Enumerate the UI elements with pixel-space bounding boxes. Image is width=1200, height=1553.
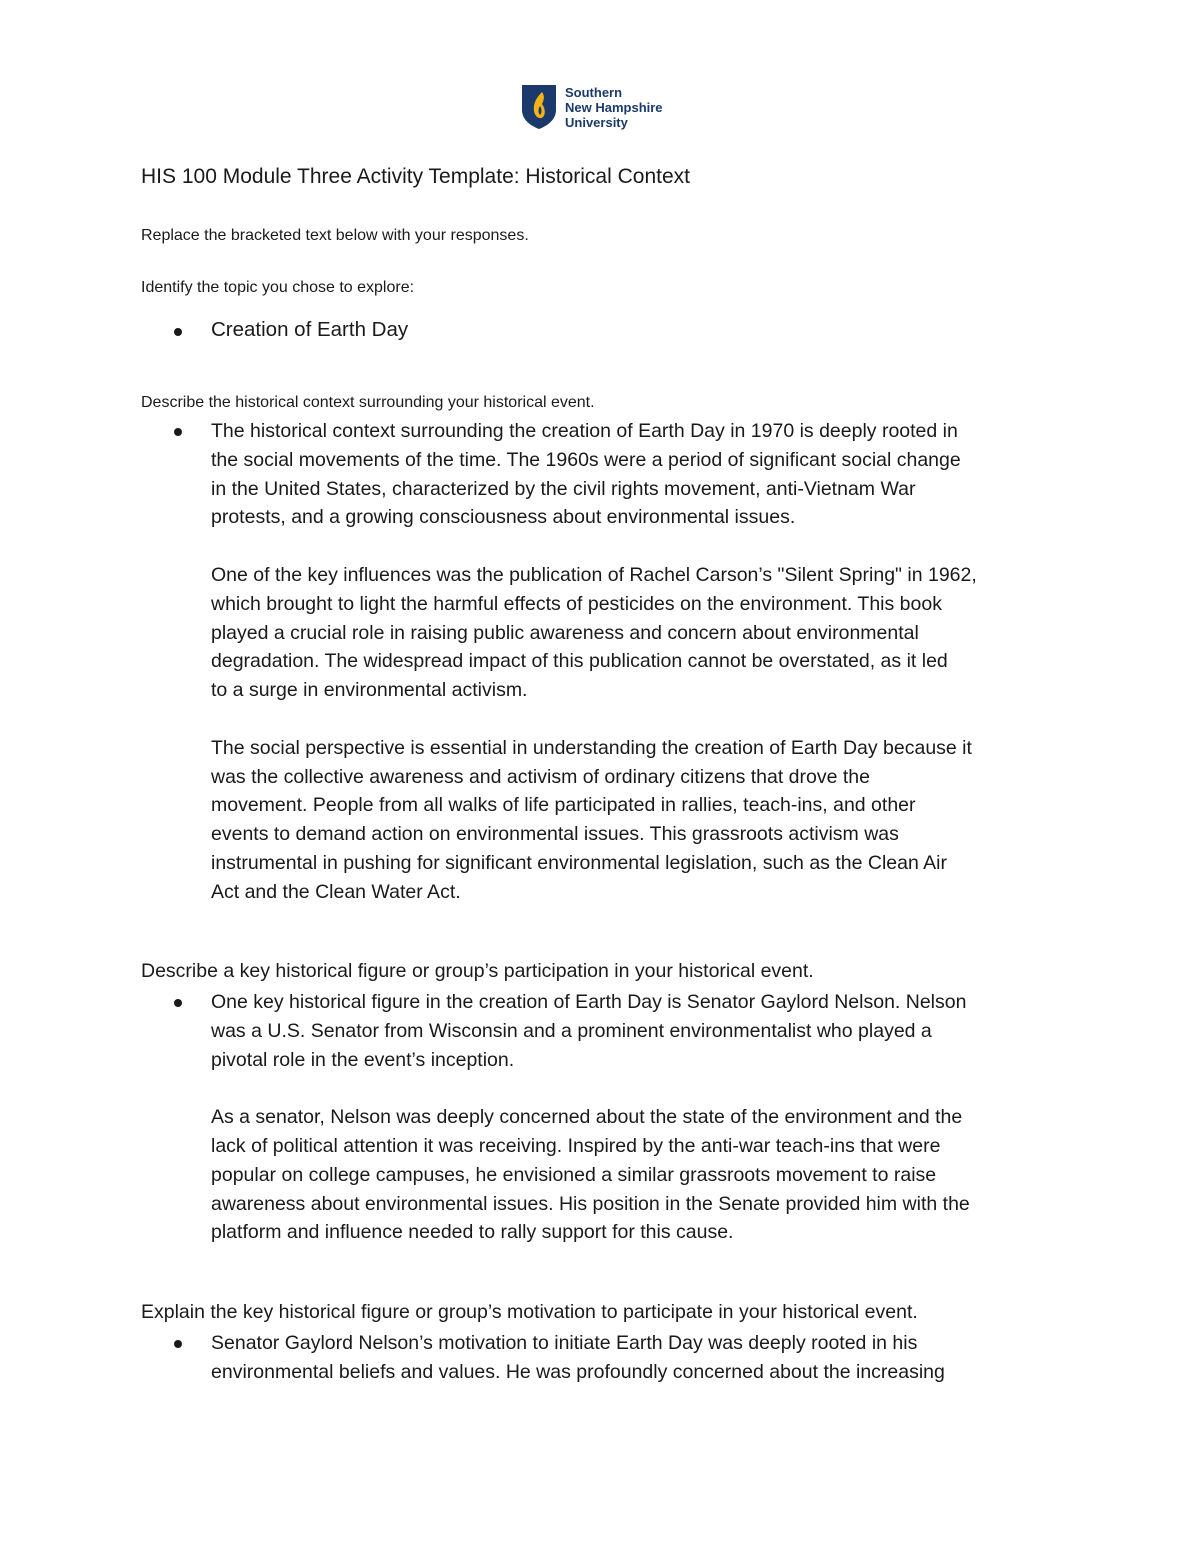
answer-line: the social movements of the time. The 1960s were a period of significant social change — [211, 448, 961, 471]
bullet-icon — [174, 328, 182, 336]
logo-wordmark — [565, 85, 663, 130]
answer-line: platform and influence needed to rally support for this cause. — [211, 1221, 734, 1244]
page-title: HIS 100 Module Three Activity Template: Historical Context — [141, 165, 690, 188]
answer-line: instrumental in pushing for significant environmental legislation, such as the Clean Air — [211, 851, 947, 874]
answer-line: played a crucial role in raising public awareness and concern about environmental — [211, 621, 919, 644]
motivation-prompt: Explain the key historical figure or group’s motivation to participate in your historical event. — [141, 1301, 918, 1323]
answer-line: which brought to light the harmful effects of pesticides on the environment. This book — [211, 592, 942, 615]
instructions-text: Replace the bracketed text below with your responses. — [141, 227, 529, 244]
answer-line: Act and the Clean Water Act. — [211, 880, 461, 903]
answer-line: pivotal role in the event’s inception. — [211, 1048, 515, 1071]
answer-line: was a U.S. Senator from Wisconsin and a prominent environmentalist who played a — [211, 1019, 932, 1042]
answer-line: awareness about environmental issues. His position in the Senate provided him with the — [211, 1192, 970, 1215]
answer-line: environmental beliefs and values. He was profoundly concerned about the increasing — [211, 1360, 945, 1383]
answer-line: to a surge in environmental activism. — [211, 679, 528, 702]
answer-line: One key historical figure in the creation of Earth Day is Senator Gaylord Nelson. Nelson — [211, 991, 967, 1013]
bullet-icon — [174, 428, 182, 436]
answer-line: The social perspective is essential in understanding the creation of Earth Day because it — [211, 736, 972, 759]
logo-line-1: Southern — [565, 84, 623, 100]
answer-line: One of the key influences was the publication of Rachel Carson’s "Silent Spring" in 1962, — [211, 563, 977, 586]
answer-line: Senator Gaylord Nelson’s motivation to initiate Earth Day was deeply rooted in his — [211, 1332, 918, 1354]
answer-line: popular on college campuses, he envisioned a similar grassroots movement to raise — [211, 1163, 937, 1186]
answer-line: The historical context surrounding the creation of Earth Day in 1970 is deeply rooted in — [211, 420, 958, 442]
answer-line: was the collective awareness and activism of ordinary citizens that drove the — [211, 765, 870, 788]
bullet-icon — [174, 999, 182, 1007]
bullet-icon — [174, 1340, 182, 1348]
answer-line: protests, and a growing consciousness about environmental issues. — [211, 506, 796, 529]
figure-answer — [211, 988, 1071, 1247]
figure-prompt: Describe a key historical figure or group’s participation in your historical event. — [141, 960, 814, 982]
answer-line: events to demand action on environmental issues. This grassroots activism was — [211, 823, 899, 846]
topic-prompt: Identify the topic you chose to explore: — [141, 279, 415, 296]
topic-answer: Creation of Earth Day — [211, 318, 409, 341]
answer-line: in the United States, characterized by the civil rights movement, anti-Vietnam War — [211, 477, 916, 500]
answer-line: degradation. The widespread impact of this publication cannot be overstated, as it led — [211, 650, 948, 673]
answer-line: As a senator, Nelson was deeply concerned about the state of the environment and the — [211, 1106, 963, 1129]
answer-line: lack of political attention it was receiving. Inspired by the anti-war teach-ins that were — [211, 1134, 941, 1157]
answer-line: movement. People from all walks of life participated in rallies, teach-ins, and other — [211, 794, 916, 817]
logo-line-2: New Hampshire — [565, 99, 663, 115]
motivation-answer — [211, 1329, 1071, 1387]
shield-flame-icon — [521, 84, 557, 130]
logo-line-3: University — [565, 114, 628, 130]
university-logo — [521, 84, 663, 130]
context-prompt: Describe the historical context surrounding your historical event. — [141, 394, 595, 411]
context-answer — [211, 417, 1071, 907]
